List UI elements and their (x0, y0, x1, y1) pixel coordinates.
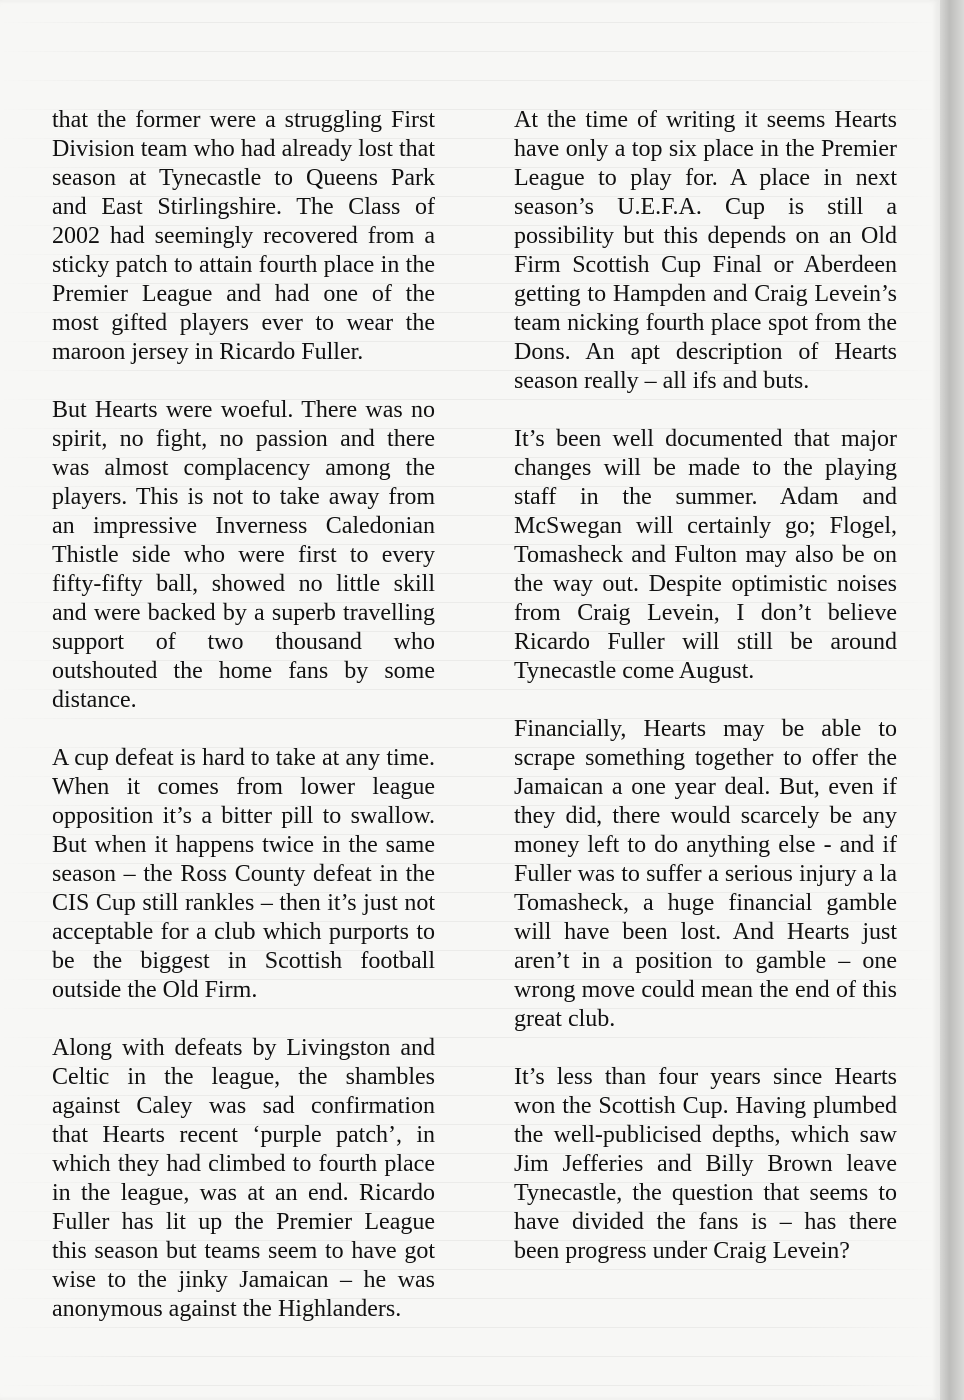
left-column (52, 106, 435, 1353)
paragraph: It’s less than four years since Hearts won the Scottish Cup. Having plumbed the well-publicised depths, which saw Jim Jefferies and Billy Brown leave Tynecastle, the question that seems to have divided the fans is – has there been progress under Craig Levein? (514, 1064, 897, 1264)
paragraph: At the time of writing it seems Hearts have only a top six place in the Premier League to play for. A place in next season’s U.E.F.A. Cup is still a possibility but this depends on an Old Firm Scottish Cup Final or Aberdeen getting to Hampden and Craig Levein’s team nicking fourth place spot from the Dons. An apt description of Hearts season really – all ifs and buts. (514, 107, 897, 394)
paragraph: Along with defeats by Livingston and Celtic in the league, the shambles against Caley was sad confirmation that Hearts recent ‘purple patch’, in which they had climbed to fourth place in the league, was at an end. Ricardo Fuller has lit up the Premier League this season but teams seem to have got wise to the jinky Jamaican – he was anonymous against the Highlanders. (52, 1035, 435, 1322)
page-edge (940, 0, 964, 1400)
paragraph: A cup defeat is hard to take at any time. When it comes from lower league opposition it’s a bitter pill to swallow. But when it happens twice in the same season – the Ross County defeat in the CIS Cup still rankles – then it’s just not acceptable for a club which purports to be the biggest in Scottish football outside the Old Firm. (52, 745, 435, 1003)
paragraph: Financially, Hearts may be able to scrape something together to offer the Jamaican a one year deal. But, even if they did, there would scarcely be any money left to do anything else - and if Fuller was to suffer a serious injury a la Tomasheck, a huge financial gamble will have been lost. And Hearts just aren’t in a position to gamble – one wrong move could mean the end of this great club. (514, 716, 897, 1032)
right-column (514, 106, 897, 1295)
paragraph: It’s been well documented that major changes will be made to the playing staff in the summer. Adam and McSwegan will certainly go; Flogel, Tomasheck and Fulton may also be on the way out. Despite optimistic noises from Craig Levein, I don’t believe Ricardo Fuller will still be around Tynecastle come August. (514, 426, 897, 684)
paragraph: But Hearts were woeful. There was no spirit, no fight, no passion and there was almost complacency among the players. This is not to take away from an impressive Inverness Caledonian Thistle side who were first to every fifty-fifty ball, showed no little skill and were backed by a superb travelling support of two thousand who outshouted the home fans by some distance. (52, 397, 435, 713)
paragraph: that the former were a struggling First Division team who had already lost that season at Tynecastle to Queens Park and East Stirlingshire. The Class of 2002 had seemingly recovered from a sticky patch to attain fourth place in the Premier League and had one of the most gifted players ever to wear the maroon jersey in Ricardo Fuller. (52, 107, 435, 365)
